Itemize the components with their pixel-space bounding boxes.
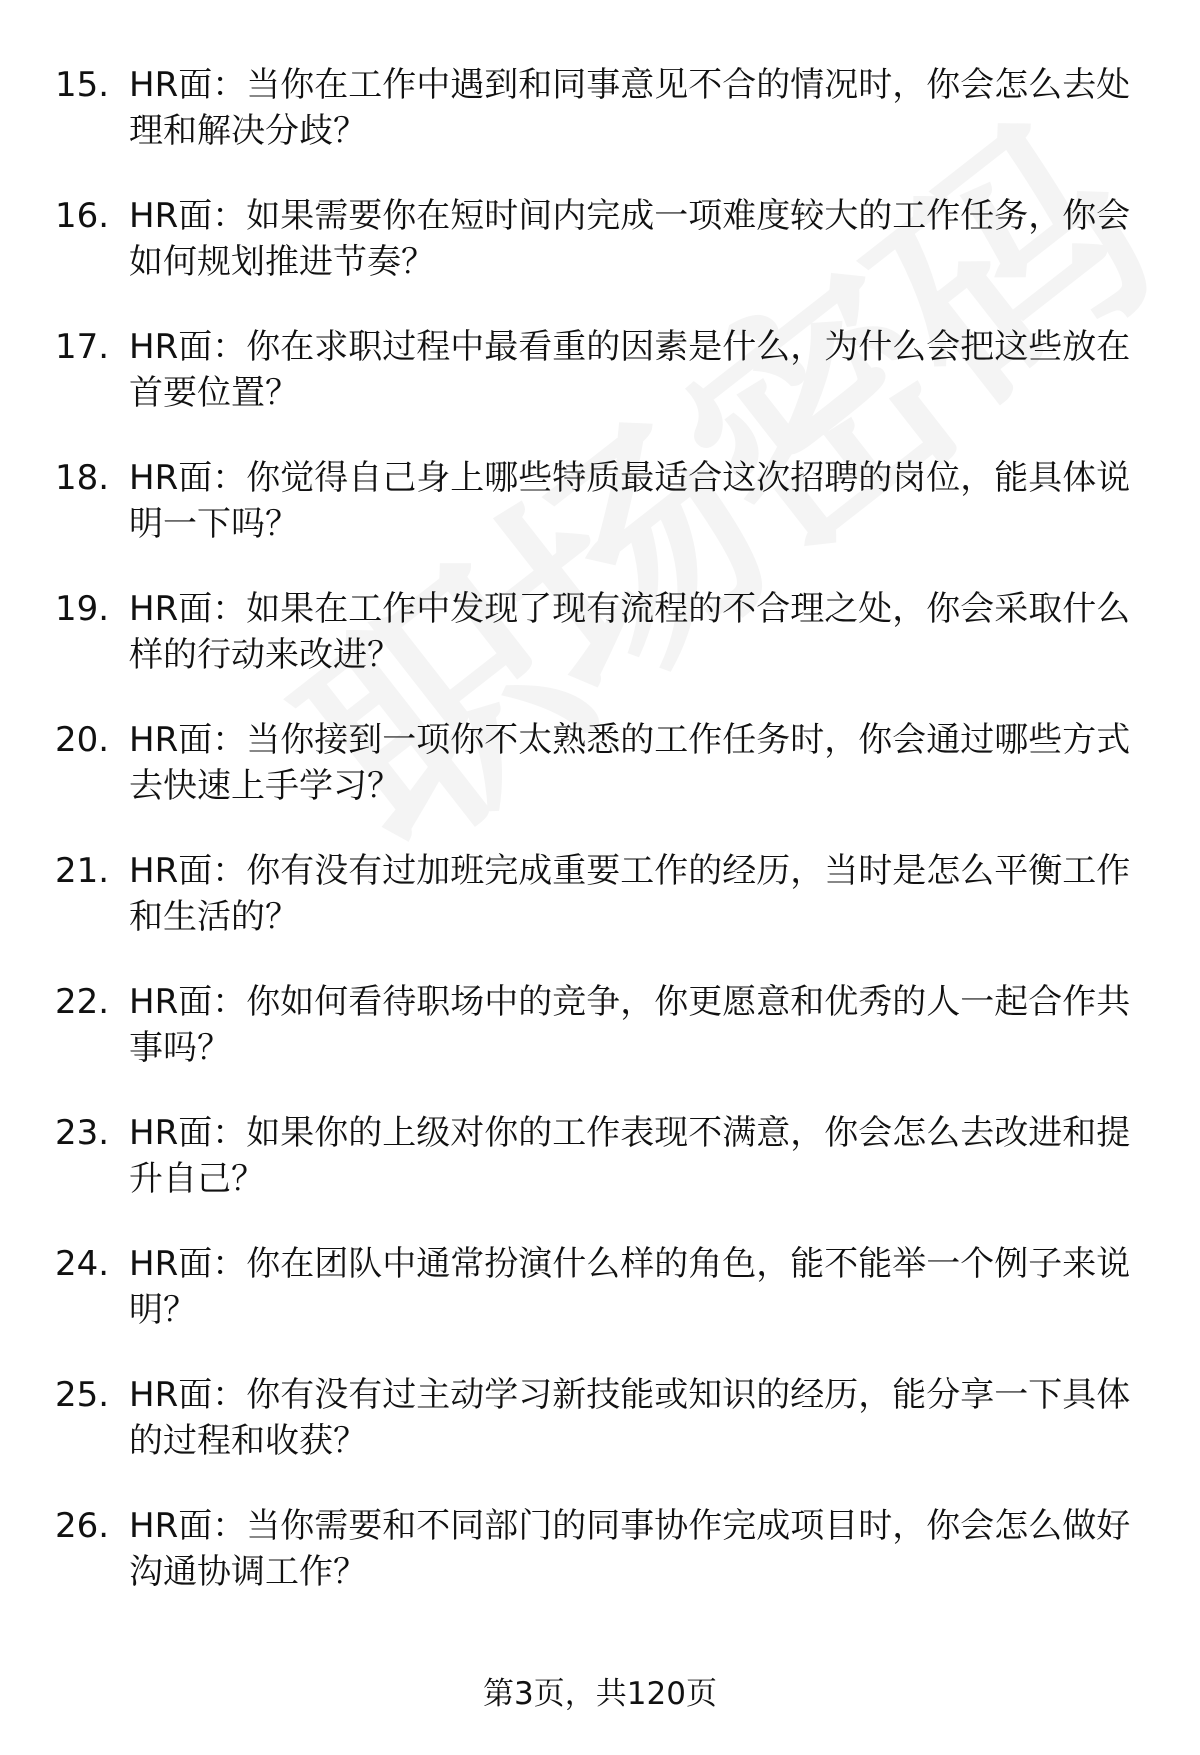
question-item-23	[0, 1110, 1200, 1241]
question-text: HR面：如果在工作中发现了现有流程的不合理之处，你会采取什么样的行动来改进？	[129, 589, 1131, 675]
question-list	[0, 62, 1200, 1634]
question-item-20	[0, 717, 1200, 848]
question-text: HR面：当你在工作中遇到和同事意见不合的情况时，你会怎么去处理和解决分歧？	[129, 65, 1131, 151]
question-number: 23.	[55, 1113, 110, 1153]
question-number: 16.	[55, 196, 110, 236]
question-number: 21.	[55, 851, 110, 891]
question-number: 15.	[55, 65, 110, 105]
question-text: HR面：当你需要和不同部门的同事协作完成项目时，你会怎么做好沟通协调工作？	[129, 1506, 1131, 1592]
question-item-15	[0, 62, 1200, 193]
question-text: HR面：你有没有过加班完成重要工作的经历，当时是怎么平衡工作和生活的？	[129, 851, 1131, 937]
question-item-17	[0, 324, 1200, 455]
question-item-18	[0, 455, 1200, 586]
question-text: HR面：你在团队中通常扮演什么样的角色，能不能举一个例子来说明？	[129, 1244, 1131, 1330]
question-item-22	[0, 979, 1200, 1110]
question-number: 24.	[55, 1244, 110, 1284]
question-text: HR面：你如何看待职场中的竞争，你更愿意和优秀的人一起合作共事吗？	[129, 982, 1131, 1068]
question-text: HR面：你在求职过程中最看重的因素是什么，为什么会把这些放在首要位置？	[129, 327, 1131, 413]
question-text: HR面：如果需要你在短时间内完成一项难度较大的工作任务，你会如何规划推进节奏？	[129, 196, 1131, 282]
question-item-21	[0, 848, 1200, 979]
question-number: 18.	[55, 458, 110, 498]
question-text: HR面：如果你的上级对你的工作表现不满意，你会怎么去改进和提升自己？	[129, 1113, 1131, 1199]
question-number: 20.	[55, 720, 110, 760]
question-number: 26.	[55, 1506, 110, 1546]
question-item-19	[0, 586, 1200, 717]
question-number: 25.	[55, 1375, 110, 1415]
question-text: HR面：你有没有过主动学习新技能或知识的经历，能分享一下具体的过程和收获？	[129, 1375, 1131, 1461]
question-item-24	[0, 1241, 1200, 1372]
question-number: 22.	[55, 982, 110, 1022]
question-item-16	[0, 193, 1200, 324]
question-item-26	[0, 1503, 1200, 1634]
question-item-25	[0, 1372, 1200, 1503]
question-number: 19.	[55, 589, 110, 629]
question-text: HR面：当你接到一项你不太熟悉的工作任务时，你会通过哪些方式去快速上手学习？	[129, 720, 1131, 806]
question-text: HR面：你觉得自己身上哪些特质最适合这次招聘的岗位，能具体说明一下吗？	[129, 458, 1131, 544]
page-indicator: 第3页，共120页	[483, 1676, 717, 1712]
question-number: 17.	[55, 327, 110, 367]
